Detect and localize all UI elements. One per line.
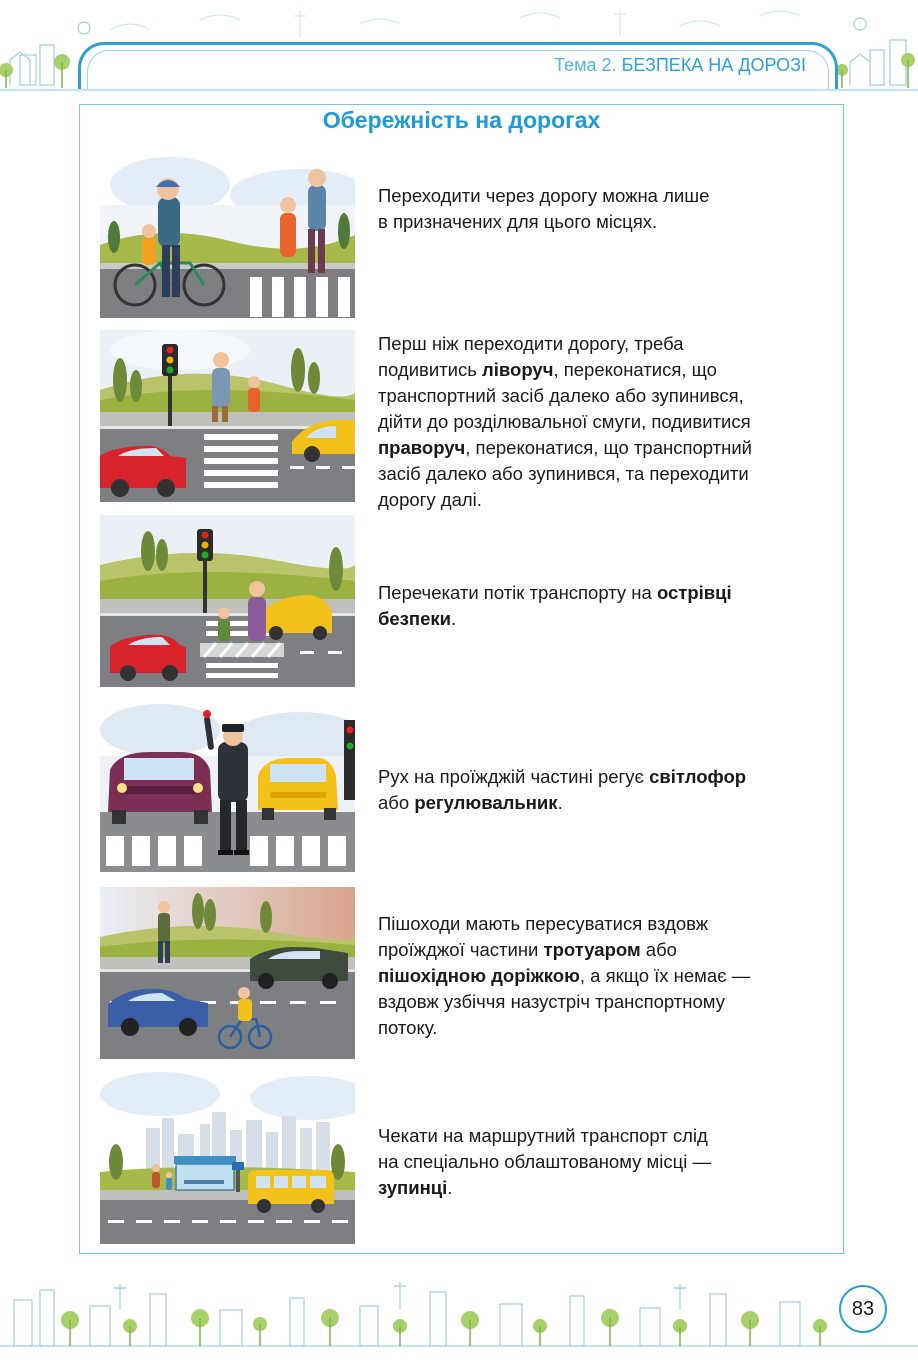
illustration-look-both-ways xyxy=(100,330,355,502)
bold-term: світлофор xyxy=(649,766,747,787)
text-run: або xyxy=(378,792,415,813)
text-line xyxy=(378,606,833,632)
text-run: , переконатися, що транспортний xyxy=(465,437,752,458)
text-run: транспортний засіб далеко або зупинився, xyxy=(378,385,744,406)
rule-text-6 xyxy=(378,1123,833,1201)
text-run: вздовж узбіччя назустріч транспортному xyxy=(378,991,725,1012)
text-line xyxy=(378,937,833,963)
text-line xyxy=(378,383,833,409)
text-run: Чекати на маршрутний транспорт слід xyxy=(378,1125,708,1146)
text-run: дорогу далі. xyxy=(378,489,482,510)
page-number: 83 xyxy=(839,1285,887,1333)
rule-text-2 xyxy=(378,331,833,513)
bold-term: безпеки xyxy=(378,608,452,629)
rule-text-3 xyxy=(378,580,833,632)
text-run: Перечекати потік транспорту на xyxy=(378,582,657,603)
text-run: . xyxy=(557,792,563,813)
text-run: Перш ніж переходити дорогу, треба xyxy=(378,333,684,354)
rule-text-1 xyxy=(378,183,833,235)
text-run: Пішоходи мають пересуватися вздовж xyxy=(378,913,709,934)
text-line xyxy=(378,1123,833,1149)
text-line xyxy=(378,357,833,383)
text-line xyxy=(378,989,833,1015)
text-run: . xyxy=(451,608,457,629)
text-run: проїжджої частини xyxy=(378,939,544,960)
bottom-city-decoration xyxy=(0,1270,918,1360)
text-run: в призначених для цього місцях. xyxy=(378,211,658,232)
text-run: потоку. xyxy=(378,1017,438,1038)
text-line xyxy=(378,183,833,209)
rule-text-4 xyxy=(378,764,833,816)
bold-term: острівці xyxy=(656,582,732,603)
rule-text-5 xyxy=(378,911,833,1041)
text-line xyxy=(378,1015,833,1041)
text-line xyxy=(378,1149,833,1175)
page-title: Обережність на дорогах xyxy=(322,107,601,133)
text-line xyxy=(378,764,833,790)
illustration-sidewalk xyxy=(100,887,355,1059)
text-line xyxy=(378,209,833,235)
text-run: або xyxy=(640,939,677,960)
illustration-crosswalk xyxy=(100,145,355,318)
text-run: . xyxy=(447,1177,453,1198)
header-topic-title xyxy=(554,55,806,76)
text-run: Переходити через дорогу можна лише xyxy=(378,185,710,206)
bold-term: пішохідною доріжкою xyxy=(378,965,580,986)
header-divider xyxy=(0,89,918,91)
text-run: подивитись xyxy=(378,359,483,380)
text-run: , а якщо їх немає — xyxy=(579,965,751,986)
bold-term: праворуч xyxy=(378,437,466,458)
section-title: БЕЗПЕКА НА ДОРОЗІ xyxy=(621,55,806,75)
text-line xyxy=(378,580,833,606)
text-line xyxy=(378,461,833,487)
bold-term: регулювальник xyxy=(414,792,558,813)
text-line xyxy=(378,790,833,816)
text-line xyxy=(378,911,833,937)
bold-term: тротуаром xyxy=(543,939,641,960)
text-line xyxy=(378,331,833,357)
text-run: дійти до розділювальної смуги, подивитися xyxy=(378,411,751,432)
illustration-safety-island xyxy=(100,515,355,687)
text-run: на спеціально облаштованому місці — xyxy=(378,1151,711,1172)
text-run: Рух на проїжджій частині регує xyxy=(378,766,650,787)
illustration-traffic-officer xyxy=(100,700,355,872)
text-line xyxy=(378,409,833,435)
text-line xyxy=(378,1175,833,1201)
text-line xyxy=(378,435,833,461)
bold-term: зупинці xyxy=(378,1177,448,1198)
text-line xyxy=(378,963,833,989)
bold-term: ліворуч xyxy=(482,359,554,380)
illustration-bus-stop xyxy=(100,1072,355,1244)
text-run: засіб далеко або зупинився, та переходити xyxy=(378,463,749,484)
text-run: , переконатися, що xyxy=(553,359,717,380)
text-line xyxy=(378,487,833,513)
topic-label: Тема 2. xyxy=(554,55,617,75)
